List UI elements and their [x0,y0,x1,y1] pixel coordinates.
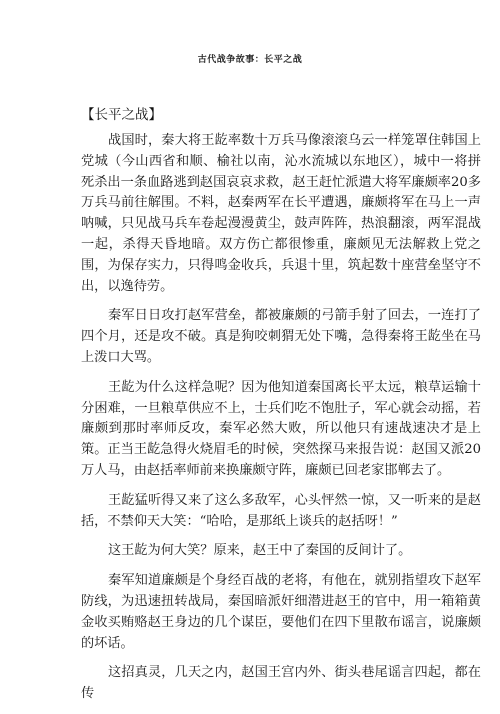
paragraph: 王龁猛听得又来了这么多敌军，心头怦然一惊，又一听来的是赵括，不禁仰天大笑：“哈哈，是那纸上谈兵的赵括呀！” [81,492,481,529]
paragraph: 战国时，秦大将王龁率数十万兵马像滚滚乌云一样笼罩住韩国上党城（今山西省和顺、榆社以南，沁水流城以东地区），城中一将拼死杀出一条血路逃到赵国哀哀求救，赵王赶忙派遣大将军廉颇率20多万兵马前往解围。不料，赵秦两军在长平遭遇，廉颇将军在马上一声呐喊，只见战马兵车卷起漫漫黄尘，鼓声阵阵，热浪翻滚，两军混战一起，杀得天昏地暗。双方伤亡都很惨重，廉颇见无法解救上党之围，为保存实力，只得鸣金收兵，兵退十里，筑起数十座营垒坚守不出，以逸待劳。 [81,133,481,294]
article-body [81,105,481,714]
paragraph: 王龁为什么这样急呢？因为他知道秦国离长平太远，粮草运输十分困难，一旦粮草供应不上，士兵们吃不饱肚子，军心就会动摇，若廉颇到那时率师反攻，秦军必然大败，所以他只有速战速决才是上策。正当王龁急得火烧眉毛的时候，突然探马来报告说：赵国又派20万人马，由赵括率师前来换廉颇守阵，廉颇已回老家邯郸去了。 [81,379,481,478]
paragraph: 这王龁为何大笑？原来，赵王中了秦国的反间计了。 [108,543,412,559]
paragraph: 这招真灵，几天之内，赵国王宫内外、街头巷尾谣言四起，都在传 [81,665,481,702]
section-title: 【长平之战】 [81,107,162,123]
paragraph: 秦军日日攻打赵军营垒，都被廉颇的弓箭手射了回去，一连打了四个月，还是攻不破。真是狗咬刺猬无处下嘴，急得秦将王龁坐在马上泼口大骂。 [81,308,481,365]
paragraph: 秦军知道廉颇是个身经百战的老将，有他在，就别指望攻下赵军防线，为迅速扭转战局，秦国暗派奸细潜进赵王的官中，用一箱箱黄金收买贿赂赵王身边的几个谋臣，要他们在四下里散布谣言，说廉颇的坏话。 [81,573,481,651]
page-header: 古代战争故事：长平之战 [197,55,303,65]
